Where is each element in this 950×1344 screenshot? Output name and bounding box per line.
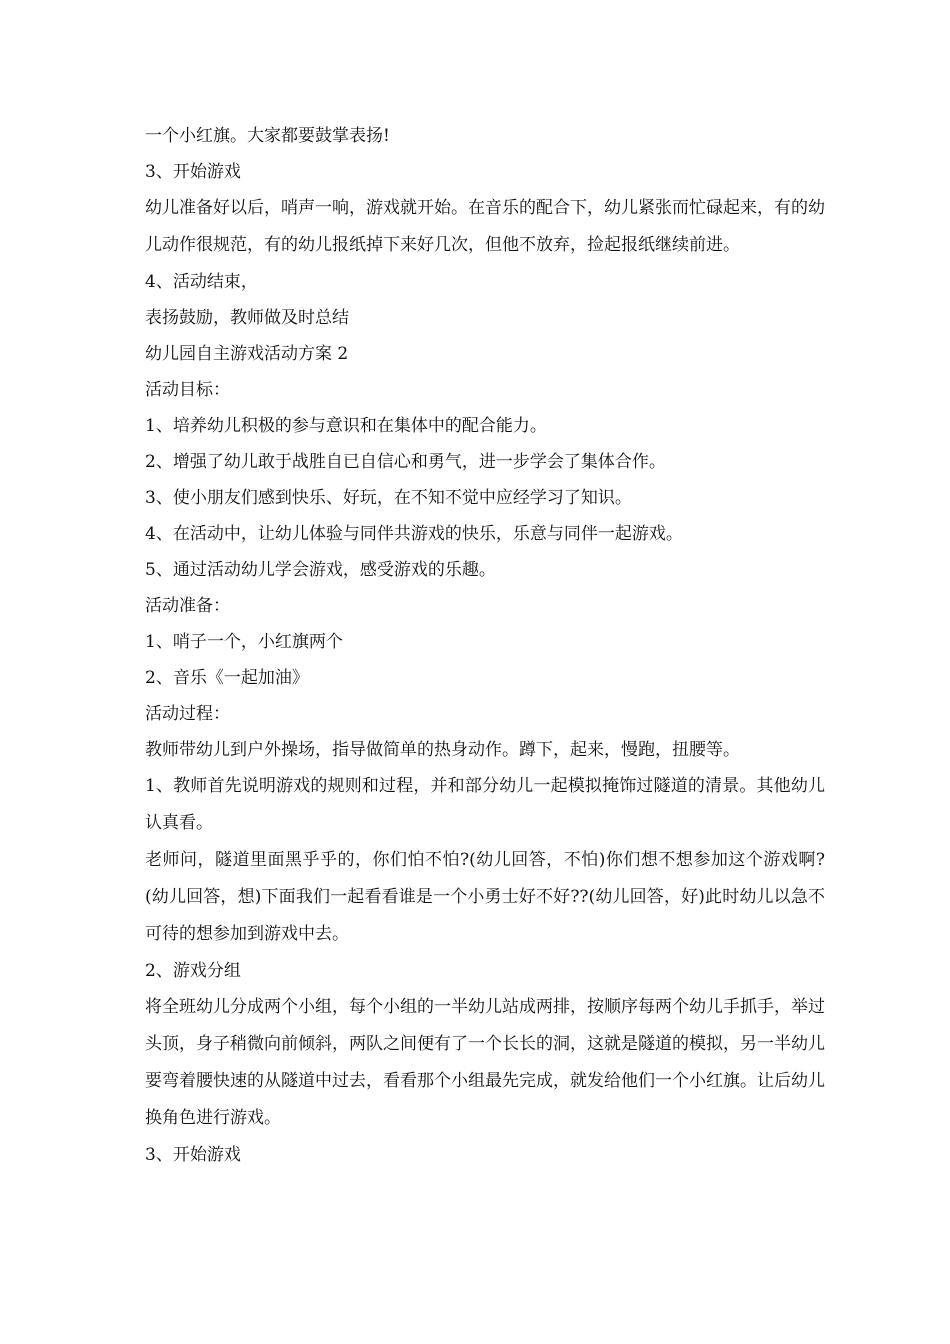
list-item: 2、音乐《一起加油》 [145, 668, 309, 688]
list-item: 2、增强了幼儿敢于战胜自已自信心和勇气，进一步学会了集体合作。 [145, 452, 666, 472]
section-heading: 3、开始游戏 [145, 1145, 241, 1165]
list-item: 3、使小朋友们感到快乐、好玩，在不知不觉中应经学习了知识。 [145, 488, 632, 508]
list-item: 4、在活动中，让幼儿体验与同伴共游戏的快乐，乐意与同伴一起游戏。 [145, 524, 683, 544]
section-heading: 活动目标： [145, 380, 230, 400]
list-item: 1、哨子一个，小红旗两个 [145, 632, 343, 652]
document-title: 幼儿园自主游戏活动方案 2 [145, 344, 349, 364]
paragraph: 教师带幼儿到户外操场，指导做简单的热身动作。蹲下，起来，慢跑，扭腰等。 [145, 740, 740, 760]
paragraph: 表扬鼓励，教师做及时总结 [145, 308, 349, 328]
section-heading: 4、活动结束， [145, 272, 258, 292]
list-item: 1、培养幼儿积极的参与意识和在集体中的配合能力。 [145, 416, 547, 436]
paragraph: 老师问，隧道里面黑乎乎的，你们怕不怕?(幼儿回答，不怕)你们想不想参加这个游戏啊?(幼儿回答，想)下面我们一起看看谁是一个小勇士好不好??(幼儿回答，好)此时幼儿以急不可待的想参加到游戏中去。 [145, 850, 825, 944]
section-heading: 2、游戏分组 [145, 961, 241, 981]
section-heading: 活动准备： [145, 596, 230, 616]
list-item: 5、通过活动幼儿学会游戏，感受游戏的乐趣。 [145, 560, 496, 580]
paragraph: 一个小红旗。大家都要鼓掌表扬! [145, 126, 390, 146]
paragraph: 将全班幼儿分成两个小组，每个小组的一半幼儿站成两排，按顺序每两个幼儿手抓手，举过头顶，身子稍微向前倾斜，两队之间便有了一个长长的洞，这就是隧道的模拟，另一半幼儿要弯着腰快速的从隧道中过去，看看那个小组最先完成，就发给他们一个小红旗。让后幼儿换角色进行游戏。 [145, 997, 825, 1128]
document-body [145, 118, 825, 1173]
list-item: 1、教师首先说明游戏的规则和过程，并和部分幼儿一起模拟掩饰过隧道的清景。其他幼儿认真看。 [145, 776, 825, 833]
section-heading: 3、开始游戏 [145, 162, 241, 182]
paragraph: 幼儿准备好以后，哨声一响，游戏就开始。在音乐的配合下，幼儿紧张而忙碌起来，有的幼儿动作很规范，有的幼儿报纸掉下来好几次，但他不放弃，捡起报纸继续前进。 [145, 198, 825, 255]
section-heading: 活动过程： [145, 704, 230, 724]
